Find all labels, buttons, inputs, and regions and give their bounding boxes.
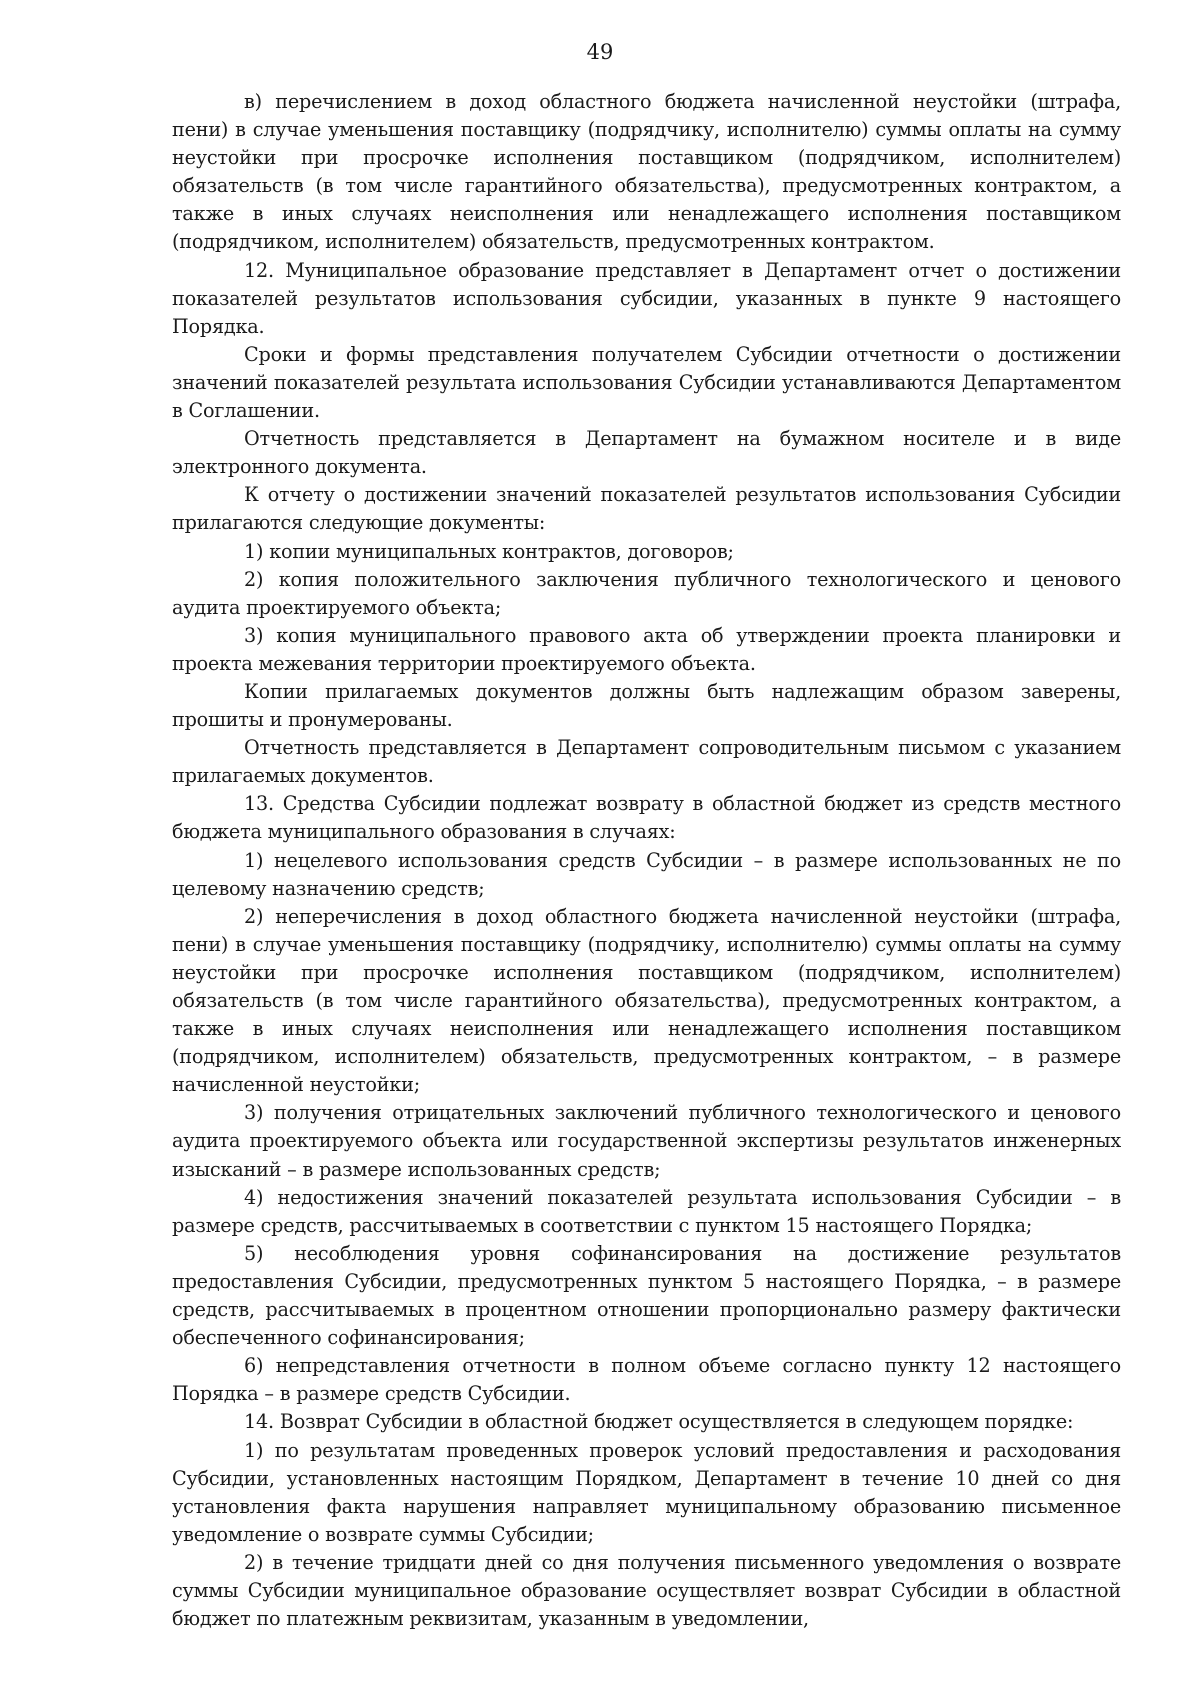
paragraph-reporting-terms: Сроки и формы представления получателем Субсидии отчетности о достижении значений показателей результата использования Субсидии устанавливаются Департаментом в Соглашении. [172, 342, 1121, 423]
paragraph-copies-certified: Копии прилагаемых документов должны быть надлежащим образом заверены, прошиты и пронумерованы. [172, 679, 1121, 732]
list-item-indicators-not-met: 4) недостижения значений показателей результата использования Субсидии – в размере средств, рассчитываемых в соответствии с пунктом 15 настоящего Порядка; [172, 1185, 1121, 1237]
paragraph-3v: в) перечислением в доход областного бюджета начисленной неустойки (штрафа, пени) в случае уменьшения поставщику (подрядчику, исполнителю) суммы оплаты на сумму неустойки при просрочке исполнения поставщиком (подрядчиком, исполнителем) обязательств (в том числе гарантийного обязательства), предусмотренных контрактом, а также в иных случаях неисполнения или ненадлежащего исполнения поставщиком (подрядчиком, исполнителем) обязательств, предусмотренных контрактом. [172, 90, 1121, 254]
list-item-return-deadline: 2) в течение тридцати дней со дня получения письменного уведомления о возврате суммы Субсидии муниципальное образование осуществляет возврат Субсидии в областной бюджет по платежным реквизитам, указанным в уведомлении, [172, 1550, 1121, 1631]
list-item-audit-conclusion: 2) копия положительного заключения публичного технологического и ценового аудита проектируемого объекта; [172, 567, 1121, 619]
paragraph-13: 13. Средства Субсидии подлежат возврату в областной бюджет из средств местного бюджета муниципального образования в случаях: [172, 792, 1121, 844]
list-item-cofinancing: 5) несоблюдения уровня софинансирования на достижение результатов предоставления Субсидии, предусмотренных пунктом 5 настоящего Порядка, – в размере средств, рассчитываемых в процентном отношении пропорционально размеру фактически обеспеченного софинансирования; [172, 1241, 1121, 1350]
paragraph-12: 12. Муниципальное образование представляет в Департамент отчет о достижении показателей результатов использования субсидии, указанных в пункте 9 настоящего Порядка. [172, 258, 1121, 338]
list-item-no-reporting: 6) непредставления отчетности в полном объеме согласно пункту 12 настоящего Порядка – в размере средств Субсидии. [172, 1354, 1121, 1406]
list-item-negative-conclusions: 3) получения отрицательных заключений публичного технологического и ценового аудита проектируемого объекта или государственной экспертизы результатов инженерных изысканий – в размере использованных средств; [172, 1101, 1121, 1181]
paragraph-cover-letter: Отчетность представляется в Департамент сопроводительным письмом с указанием прилагаемых документов. [172, 736, 1121, 788]
page-number: 49 [586, 40, 614, 64]
list-item-contracts: 1) копии муниципальных контрактов, договоров; [244, 539, 734, 563]
paragraph-attachments-intro: К отчету о достижении значений показателей результатов использования Субсидии прилагаются следующие документы: [172, 483, 1121, 535]
paragraph-14: 14. Возврат Субсидии в областной бюджет осуществляется в следующем порядке: [244, 1410, 1074, 1434]
list-item-penalty-nontransfer: 2) неперечисления в доход областного бюджета начисленной неустойки (штрафа, пени) в случае уменьшения поставщику (подрядчику, исполнителю) суммы оплаты на сумму неустойки при просрочке исполнения поставщиком (подрядчиком, исполнителем) обязательств (в том числе гарантийного обязательства), предусмотренных контрактом, а также в иных случаях неисполнения или ненадлежащего исполнения поставщиком (подрядчиком, исполнителем) обязательств, предусмотренных контрактом, – в размере начисленной неустойки; [172, 904, 1121, 1097]
list-item-misuse: 1) нецелевого использования средств Субсидии – в размере использованных не по целевому назначению средств; [172, 848, 1121, 900]
list-item-planning-act: 3) копия муниципального правового акта об утверждении проекта планировки и проекта межевания территории проектируемого объекта. [172, 623, 1121, 675]
paragraph-reporting-format: Отчетность представляется в Департамент на бумажном носителе и в виде электронного документа. [172, 427, 1121, 479]
list-item-inspection-results: 1) по результатам проведенных проверок условий предоставления и расходования Субсидии, установленных настоящим Порядком, Департамент в течение 10 дней со дня установления факта нарушения направляет муниципальному образованию письменное уведомление о возврате суммы Субсидии; [172, 1438, 1121, 1546]
document-body [172, 88, 1121, 1633]
